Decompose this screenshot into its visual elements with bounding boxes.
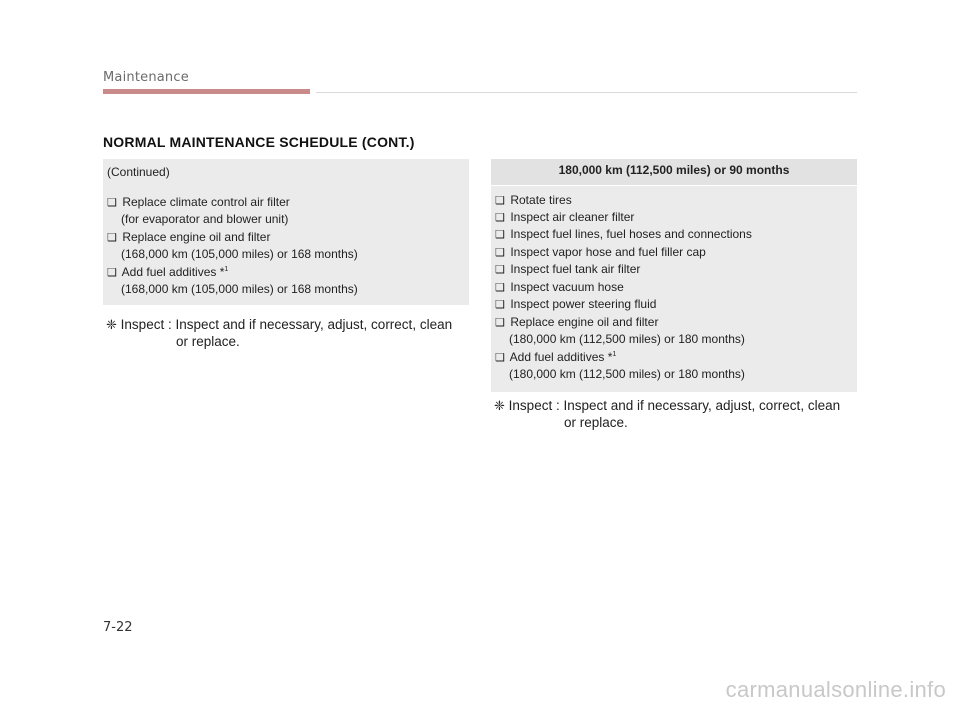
list-item-label: Replace climate control air filter — [122, 195, 290, 209]
list-item — [495, 261, 640, 278]
header-accent-bar — [103, 89, 310, 94]
list-item — [107, 264, 228, 281]
list-item — [495, 226, 752, 243]
list-item — [107, 194, 290, 211]
checkbox-icon: ❑ — [495, 264, 505, 276]
checkbox-icon: ❑ — [495, 352, 505, 364]
note-mark-icon: ❈ — [106, 317, 117, 332]
list-item-detail: (168,000 km (105,000 miles) or 168 months) — [121, 282, 358, 296]
page-number: 7-22 — [103, 620, 133, 635]
list-item-label: Add fuel additives * — [509, 350, 613, 364]
list-item-detail: (for evaporator and blower unit) — [121, 212, 289, 226]
list-item-label: Inspect fuel tank air filter — [510, 262, 641, 276]
list-item — [107, 229, 270, 246]
note-mark-icon: ❈ — [494, 398, 505, 413]
continued-label: (Continued) — [107, 165, 170, 179]
list-item-label: Add fuel additives * — [121, 265, 225, 279]
section-label: Maintenance — [103, 70, 189, 85]
checkbox-icon: ❑ — [495, 247, 505, 259]
note-line-2: or replace. — [564, 415, 628, 430]
right-schedule-panel — [491, 186, 857, 392]
list-item-label: Inspect vapor hose and fuel filler cap — [510, 245, 706, 259]
page-title: NORMAL MAINTENANCE SCHEDULE (CONT.) — [103, 134, 415, 150]
list-item-label: Inspect fuel lines, fuel hoses and connections — [510, 227, 752, 241]
left-schedule-panel — [103, 159, 469, 305]
list-item-label: Replace engine oil and filter — [510, 315, 659, 329]
list-item-detail: (168,000 km (105,000 miles) or 168 months) — [121, 247, 358, 261]
list-item-detail: (180,000 km (112,500 miles) or 180 months) — [509, 367, 745, 381]
checkbox-icon: ❑ — [107, 197, 117, 209]
watermark: carmanualsonline.info — [725, 677, 946, 702]
list-item — [495, 314, 658, 331]
checkbox-icon: ❑ — [495, 195, 505, 207]
list-item-label: Inspect air cleaner filter — [510, 210, 635, 224]
schedule-interval-header: 180,000 km (112,500 miles) or 90 months — [491, 159, 857, 185]
checkbox-icon: ❑ — [495, 299, 505, 311]
list-item-label: Inspect power steering fluid — [510, 297, 657, 311]
list-item-label: Replace engine oil and filter — [122, 230, 271, 244]
list-item-label: Rotate tires — [510, 193, 572, 207]
list-item — [495, 244, 706, 261]
checkbox-icon: ❑ — [107, 232, 117, 244]
list-item — [495, 296, 656, 313]
checkbox-icon: ❑ — [495, 212, 505, 224]
inspect-note — [494, 397, 840, 431]
list-item — [495, 209, 634, 226]
footnote-marker: 1 — [612, 351, 617, 358]
note-line-1: Inspect : Inspect and if necessary, adjust, correct, clean — [120, 317, 453, 332]
list-item — [495, 349, 616, 366]
header-rule — [316, 92, 857, 93]
list-item-label: Inspect vacuum hose — [510, 280, 624, 294]
note-line-1: Inspect : Inspect and if necessary, adjust, correct, clean — [508, 398, 841, 413]
list-item-detail: (180,000 km (112,500 miles) or 180 months) — [509, 332, 745, 346]
checkbox-icon: ❑ — [107, 267, 117, 279]
checkbox-icon: ❑ — [495, 229, 505, 241]
inspect-note — [106, 316, 452, 350]
list-item — [495, 279, 624, 296]
list-item — [495, 192, 572, 209]
checkbox-icon: ❑ — [495, 317, 505, 329]
note-line-2: or replace. — [176, 334, 240, 349]
footnote-marker: 1 — [224, 266, 229, 273]
checkbox-icon: ❑ — [495, 282, 505, 294]
